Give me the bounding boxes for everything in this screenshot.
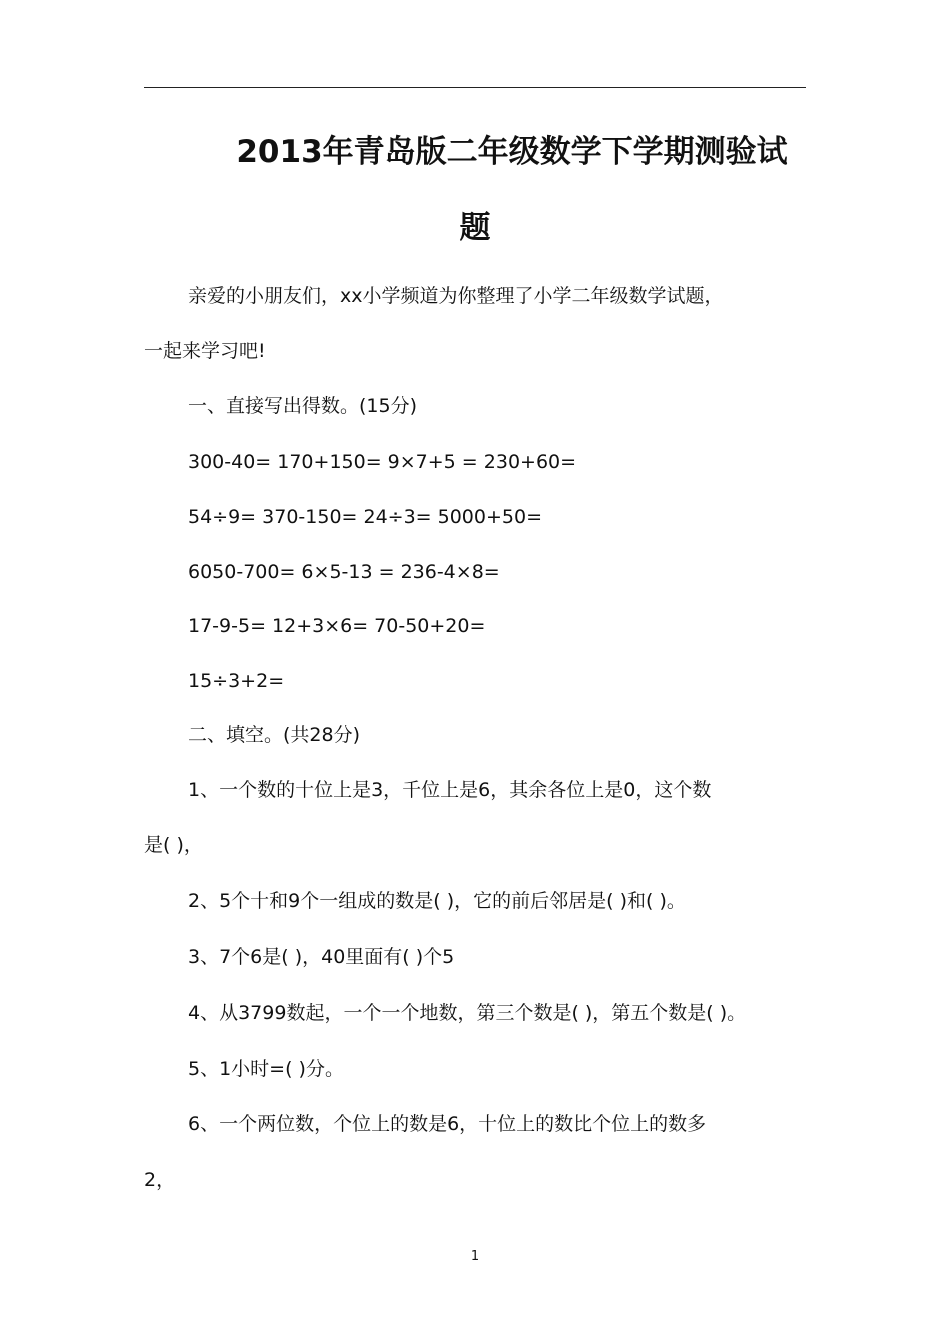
- calc-row: 54÷9= 370-150= 24÷3= 5000+50=: [188, 506, 543, 528]
- question-6-line-2: 2，: [144, 1169, 176, 1191]
- title-line-2: 题: [459, 210, 491, 246]
- page-number: 1: [470, 1249, 480, 1264]
- question-1-line-1: 1、一个数的十位上是3，千位上是6，其余各位上是0，这个数: [188, 779, 712, 801]
- question-4: 4、从3799数起，一个一个地数，第三个数是( )，第五个数是( )。: [188, 1002, 747, 1024]
- question-3: 3、7个6是( )，40里面有( )个5: [188, 946, 455, 968]
- intro-line-2: 一起来学习吧!: [144, 340, 266, 362]
- section-1-heading: 一、直接写出得数。(15分): [188, 395, 418, 417]
- calc-row: 300-40= 170+150= 9×7+5 = 230+60=: [188, 451, 577, 473]
- section-2-heading: 二、填空。(共28分): [188, 724, 361, 746]
- calc-row: 15÷3+2=: [188, 670, 285, 692]
- title-line-1: 2013年青岛版二年级数学下学期测验试: [236, 134, 788, 170]
- calc-row: 6050-700= 6×5-13 = 236-4×8=: [188, 561, 500, 583]
- question-1-line-2: 是( )，: [144, 834, 203, 856]
- question-6-line-1: 6、一个两位数，个位上的数是6，十位上的数比个位上的数多: [188, 1113, 707, 1135]
- header-rule: [144, 87, 806, 88]
- intro-line-1: 亲爱的小朋友们，xx小学频道为你整理了小学二年级数学试题，: [188, 285, 724, 307]
- question-5: 5、1小时=( )分。: [188, 1058, 344, 1080]
- calc-row: 17-9-5= 12+3×6= 70-50+20=: [188, 615, 486, 637]
- question-2: 2、5个十和9个一组成的数是( )，它的前后邻居是( )和( )。: [188, 890, 686, 912]
